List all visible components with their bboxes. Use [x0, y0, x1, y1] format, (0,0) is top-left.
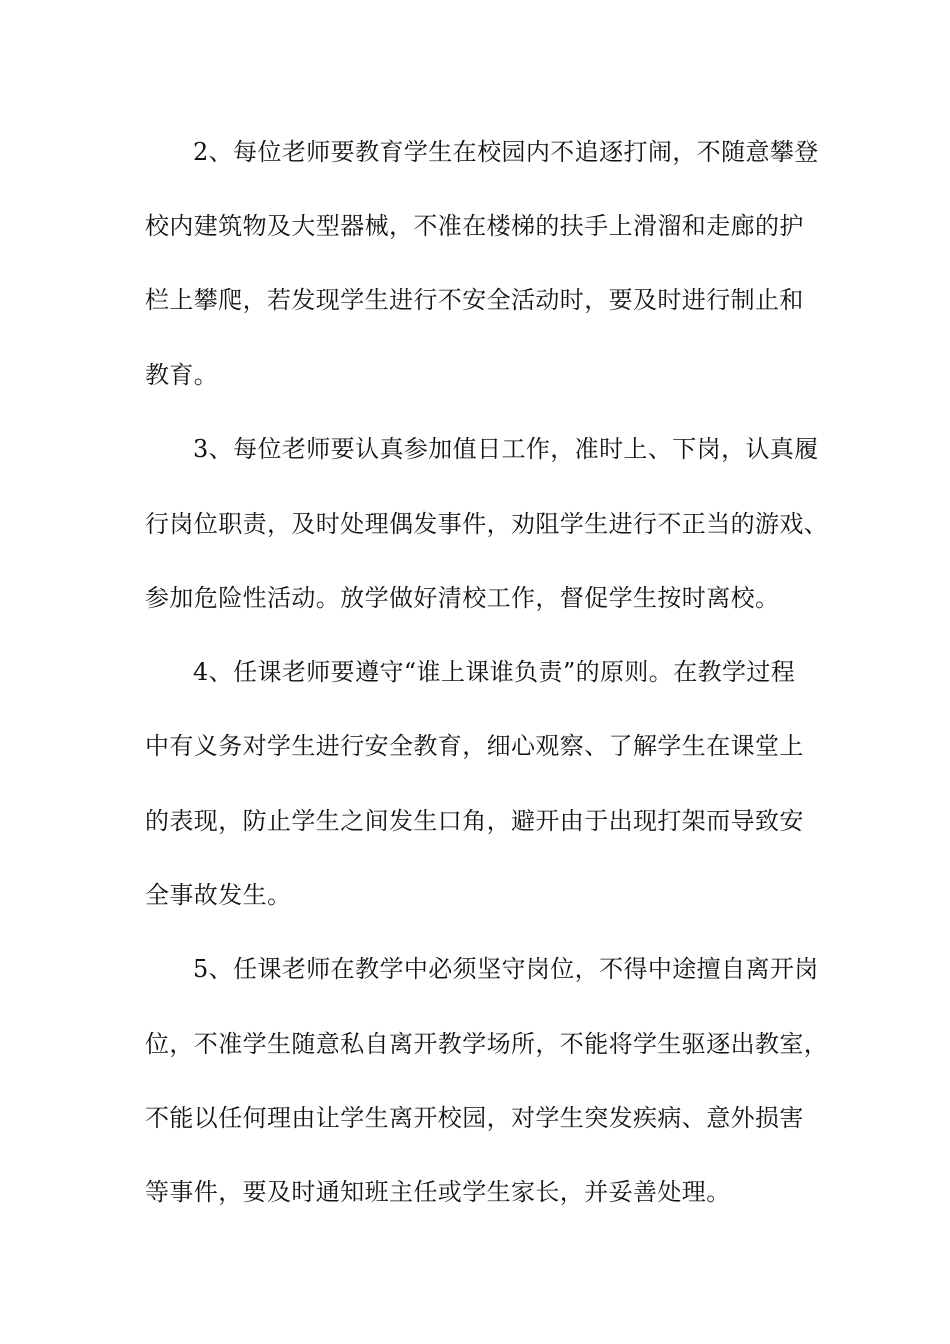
paragraph-4-line-4: 全事故发生。	[145, 881, 292, 909]
paragraph-4-line-2: 中有义务对学生进行安全教育，细心观察、了解学生在课堂上	[145, 732, 804, 760]
paragraph-3-line-2: 行岗位职责，及时处理偶发事件，劝阻学生进行不正当的游戏、	[145, 510, 829, 538]
paragraph-5-line-4: 等事件，要及时通知班主任或学生家长，并妥善处理。	[145, 1178, 731, 1206]
paragraph-5-line-2: 位，不准学生随意私自离开教学场所，不能将学生驱逐出教室，	[145, 1030, 829, 1058]
paragraph-2-line-3: 栏上攀爬，若发现学生进行不安全活动时，要及时进行制止和	[145, 286, 804, 314]
paragraph-5-line-3: 不能以任何理由让学生离开校园，对学生突发疾病、意外损害	[145, 1104, 804, 1132]
paragraph-2-line-1: 2、每位老师要教育学生在校园内不追逐打闹，不随意攀登	[193, 138, 819, 166]
paragraph-3-line-1: 3、每位老师要认真参加值日工作，准时上、下岗，认真履	[193, 435, 819, 463]
paragraph-4-line-1: 4、任课老师要遵守“谁上课谁负责”的原则。在教学过程	[193, 658, 796, 686]
paragraph-2-line-4: 教育。	[145, 361, 219, 389]
paragraph-3-line-3: 参加危险性活动。放学做好清校工作，督促学生按时离校。	[145, 584, 780, 612]
paragraph-4-line-3: 的表现，防止学生之间发生口角，避开由于出现打架而导致安	[145, 807, 804, 835]
paragraph-2-line-2: 校内建筑物及大型器械，不准在楼梯的扶手上滑溜和走廊的护	[145, 212, 804, 240]
paragraph-5-line-1: 5、任课老师在教学中必须坚守岗位，不得中途擅自离开岗	[193, 955, 819, 983]
